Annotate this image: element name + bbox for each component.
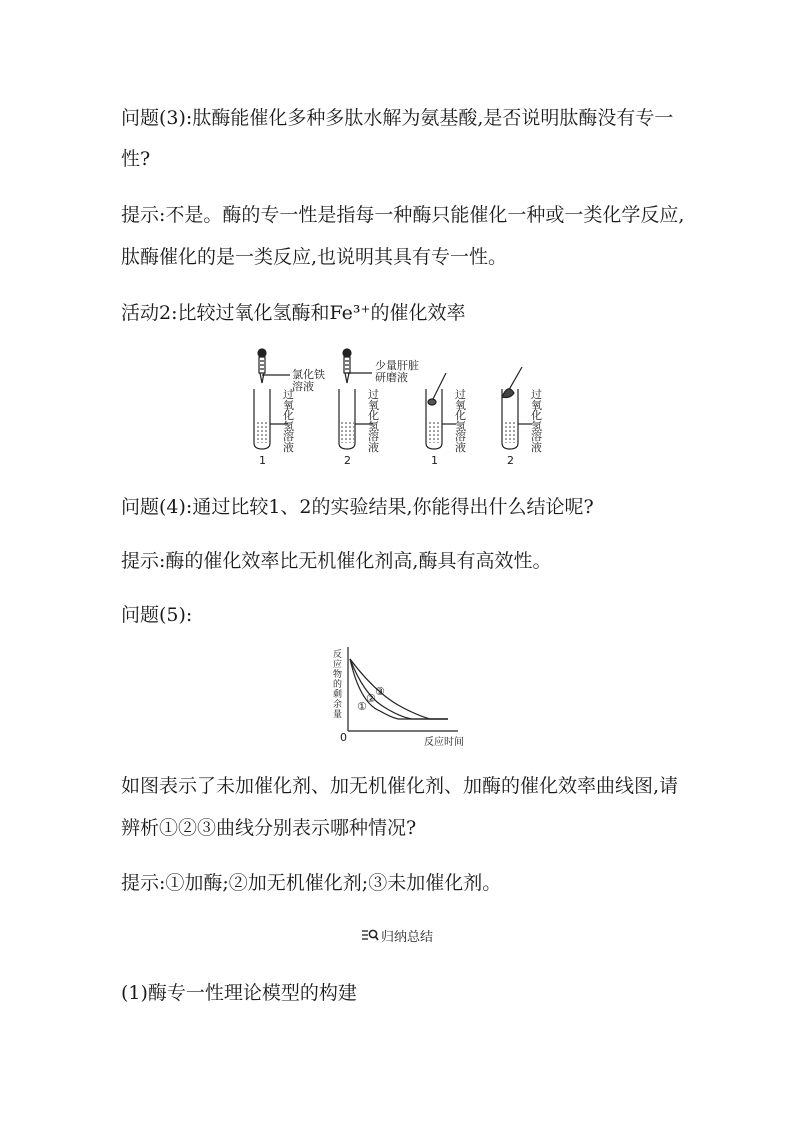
activity-2-heading: 活动2:比较过氧化氢酶和Fe³⁺的催化效率: [121, 302, 466, 324]
hint-5: 提示:①加酶;②加无机催化剂;③未加催化剂。: [121, 872, 502, 894]
tube-2-vertical-label: 过 氧 化 氢 溶 液: [368, 388, 379, 454]
tube-3-vertical-label: 过 氧 化 氢 溶 液: [455, 388, 466, 454]
tube-1-vertical-label: 过 氧 化 氢 溶 液: [283, 388, 294, 454]
x-axis-label: 反应时间: [424, 737, 464, 748]
liver-label-1: 少量肝脏: [375, 359, 419, 372]
question-3-line-1: 问题(3):肽酶能催化多种多肽水解为氨基酸,是否说明肽酶没有专一: [121, 107, 674, 129]
list-search-icon: [361, 928, 379, 947]
tube-number-1: 1: [259, 454, 266, 467]
question-3-line-2: 性?: [121, 148, 151, 170]
question-5-line-2: 辨析①②③曲线分别表示哪种情况?: [121, 817, 417, 839]
summary-title: 归纳总结: [380, 930, 433, 945]
y-axis-label: 反应物的剩余量: [333, 650, 343, 720]
tube-number-2: 2: [344, 454, 351, 467]
tube-number-4: 2: [507, 454, 514, 467]
question-5: 问题(5):: [121, 604, 193, 626]
tube-number-3: 1: [431, 454, 438, 467]
tube-4-vertical-label: 过 氧 化 氢 溶 液: [531, 388, 542, 454]
hint-4: 提示:酶的催化效率比无机催化剂高,酶具有高效性。: [121, 550, 552, 572]
fecl3-label-2: 溶液: [292, 380, 314, 393]
tube-4: [502, 367, 532, 449]
curve-label-3: ③: [375, 685, 385, 698]
liver-label-2: 研磨液: [375, 371, 408, 384]
tube-2-dropper: [343, 349, 372, 383]
curve-label-1: ①: [357, 700, 367, 713]
section-1-heading: (1)酶专一性理论模型的构建: [121, 982, 357, 1004]
catalysis-curve-figure: [330, 645, 470, 750]
hint-3-line-1: 提示:不是。酶的专一性是指每一种酶只能催化一种或一类化学反应,: [121, 204, 685, 226]
curve-label-2: ②: [366, 692, 376, 705]
tube-3: [426, 373, 456, 449]
origin-label: 0: [340, 731, 347, 744]
question-5-line-1: 如图表示了未加催化剂、加无机催化剂、加酶的催化效率曲线图,请: [121, 775, 679, 797]
summary-heading: [0, 928, 794, 947]
tube-1-dropper: [258, 349, 290, 383]
question-4: 问题(4):通过比较1、2的实验结果,你能得出什么结论呢?: [121, 496, 594, 518]
hint-3-line-2: 肽酶催化的是一类反应,也说明其具有专一性。: [121, 246, 508, 268]
fecl3-label-1: 氯化铁: [292, 368, 325, 381]
